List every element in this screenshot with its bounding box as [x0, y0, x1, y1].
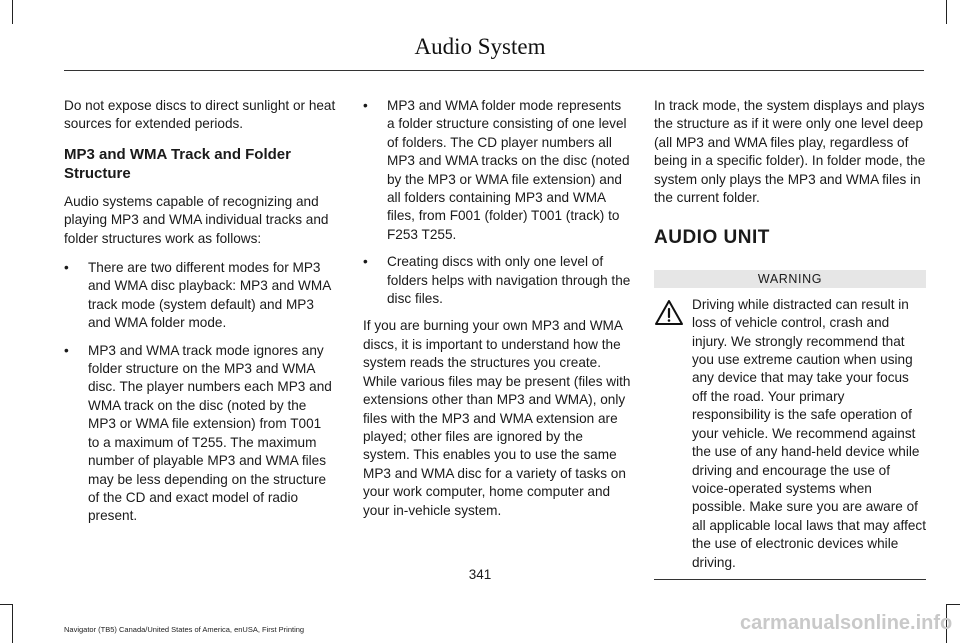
paragraph: Do not expose discs to direct sunlight or heat sources for extended periods.	[64, 98, 336, 132]
warning-block	[654, 296, 926, 572]
bullet-icon: •	[363, 98, 368, 113]
warning-text: Driving while distracted can result in loss of vehicle control, crash and injury. We strongly recommend that you use extreme caution when using any device that may take your focus off the road. Your primary responsibility is the safe operation of your vehicle. We recommend against the use of any hand-held device while driving and encourage the use of voice-operated systems when possible. Make sure you are aware of all applicable local laws that may affect the use of electronic devices while driving.	[692, 296, 926, 570]
column-1	[64, 97, 336, 535]
column-3	[654, 97, 926, 580]
list-item	[64, 259, 336, 333]
paragraph: In track mode, the system displays and plays the structure as if it were only one level deep (all MP3 and WMA files play, regardless of being in a specific folder). In folder mode, the system only plays the MP3 and WMA files in the current folder.	[654, 98, 926, 206]
crop-mark-bottom-left	[12, 604, 13, 643]
warning-label: WARNING	[654, 270, 926, 288]
footer-text: Navigator (TB5) Canada/United States of America, enUSA, First Printing	[64, 625, 305, 634]
crop-mark-bottom-left-h	[0, 604, 12, 605]
paragraph: If you are burning your own MP3 and WMA discs, it is important to understand how the system reads the structures you create. While various files may be present (files with extensions other than MP3 and WMA), only files with the MP3 and WMA extension are played; other files are ignored by the system. This enables you to use the same MP3 and WMA disc for a variety of tasks on your work computer, home computer and your in-vehicle system.	[363, 318, 631, 518]
crop-mark-top-right	[946, 0, 947, 24]
section-title: AUDIO UNIT	[654, 227, 770, 249]
list-item	[363, 253, 631, 308]
page-number: 341	[468, 567, 492, 582]
list-item-text: MP3 and WMA track mode ignores any folder structure on the MP3 and WMA disc. The player numbers each MP3 and WMA track on the disc (noted by the MP3 or WMA file extension) from T001 to a maximum of T255. The maximum number of playable MP3 and WMA files may be less depending on the structure of the CD and exact model of radio present.	[88, 342, 332, 524]
list-item-text: MP3 and WMA folder mode represents a folder structure consisting of one level of folders. The CD player numbers all MP3 and WMA tracks on the disc (noted by the MP3 or WMA file extension) and all folders containing MP3 and WMA files, from F001 (folder) T001 (track) to F253 T255.	[387, 98, 630, 242]
bullet-icon: •	[363, 254, 368, 270]
header-rule	[64, 70, 924, 71]
page-header-title: Audio System	[414, 34, 546, 59]
bullet-icon: •	[64, 342, 69, 358]
subheading: MP3 and WMA Track and Folder Structure	[64, 145, 291, 182]
crop-mark-bottom-right-h	[947, 604, 960, 605]
column-2	[363, 97, 631, 531]
paragraph: Audio systems capable of recognizing and playing MP3 and WMA individual tracks and folder structures work as follows:	[64, 193, 329, 246]
list-item-text: There are two different modes for MP3 and WMA disc playback: MP3 and WMA track mode (system default) and MP3 and WMA folder mode.	[88, 260, 331, 331]
crop-mark-top-left	[12, 0, 13, 24]
warning-triangle-icon	[654, 299, 684, 326]
bullet-icon: •	[64, 260, 69, 276]
list-item	[363, 97, 631, 244]
list-item-text: Creating discs with only one level of folders helps with navigation through the disc files.	[387, 254, 631, 307]
watermark: carmanualsonline.info	[740, 612, 953, 634]
list-item	[64, 342, 336, 526]
